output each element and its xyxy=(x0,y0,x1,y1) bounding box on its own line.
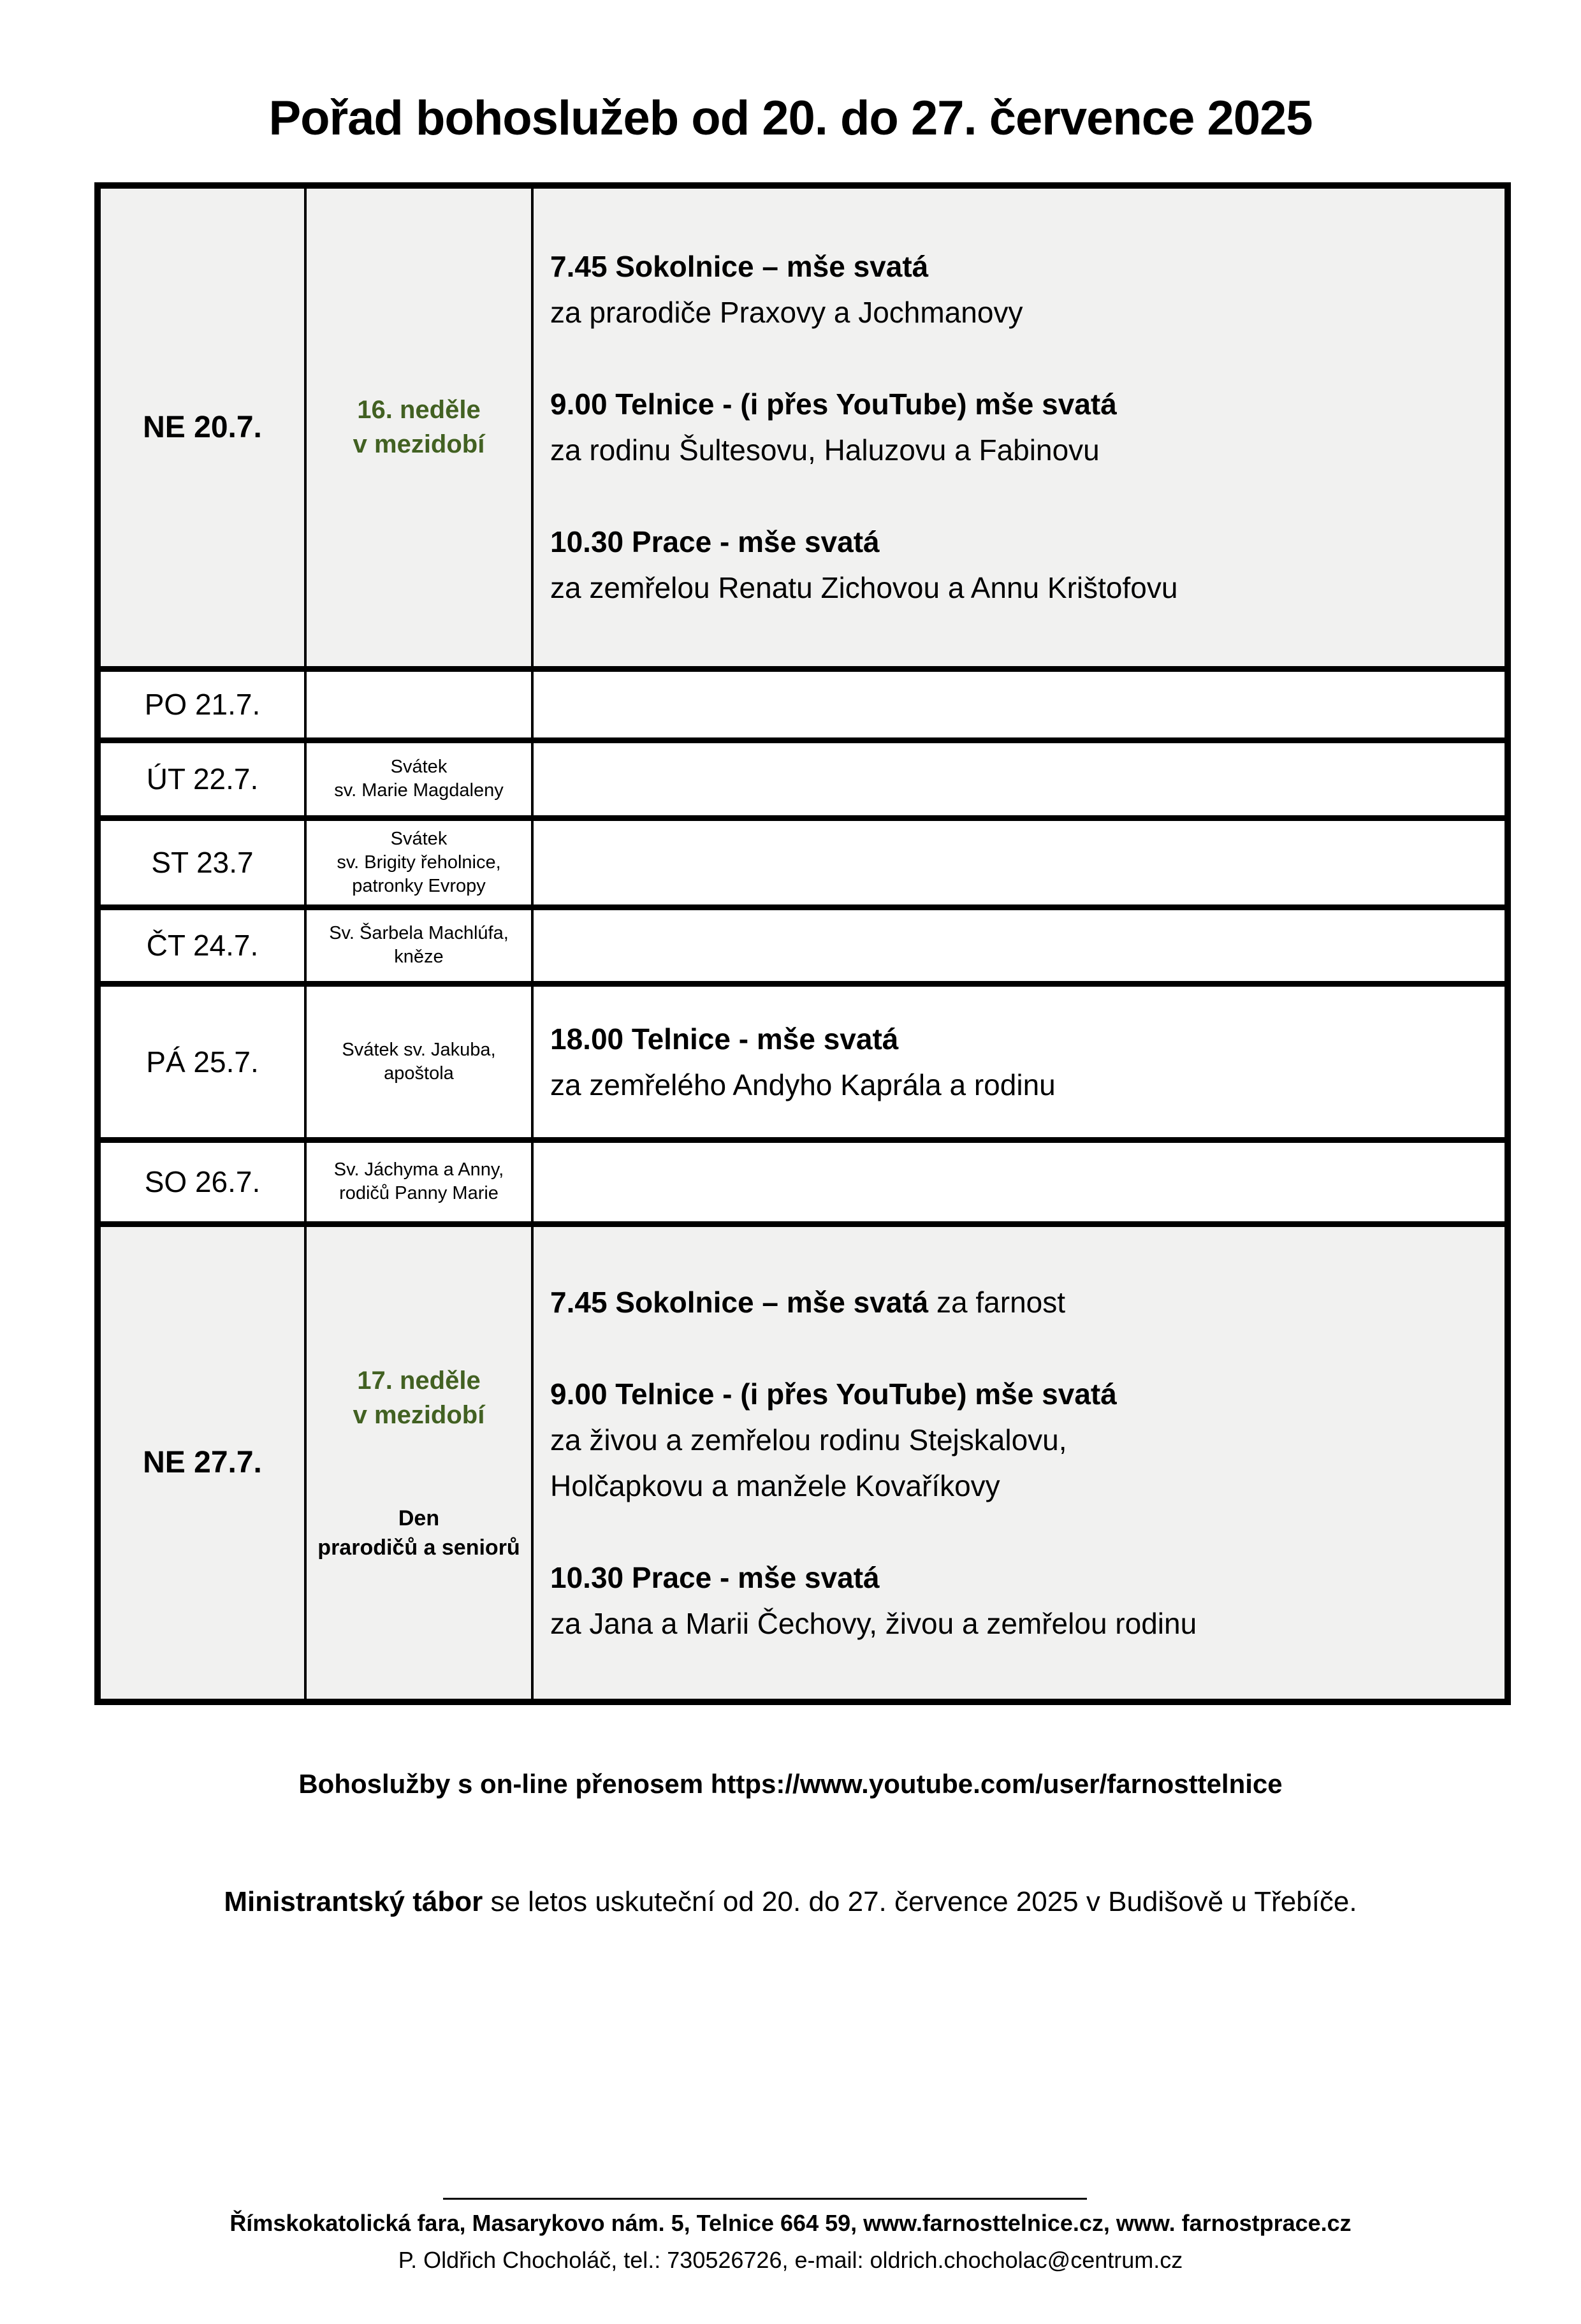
day-cell: PO 21.7. xyxy=(98,669,305,740)
service-block xyxy=(550,1016,1504,1108)
service-block xyxy=(550,519,1504,611)
day-cell: ČT 24.7. xyxy=(98,907,305,984)
feast-cell xyxy=(305,669,532,740)
day-cell: NE 20.7. xyxy=(98,185,305,669)
table-row-ne-27-7 xyxy=(98,1224,1508,1702)
service-title: 10.30 Prace - mše svatá xyxy=(550,525,880,559)
footer-contact: P. Oldřich Chocholáč, tel.: 730526726, e-mail: oldrich.chocholac@centrum.cz xyxy=(398,2247,1183,2273)
table-row-po-21-7 xyxy=(98,669,1508,740)
camp-note-bold: Ministrantský tábor xyxy=(224,1886,483,1917)
service-title: 9.00 Telnice - (i přes YouTube) mše svatá xyxy=(550,1377,1117,1411)
feast-cell xyxy=(305,818,532,907)
service-intention: za rodinu Šultesovu, Haluzovu a Fabinovu xyxy=(550,433,1100,467)
service-block xyxy=(550,381,1504,473)
feast-extra-label: Den prarodičů a seniorů xyxy=(317,1506,520,1560)
service-title: 9.00 Telnice - (i přes YouTube) mše svatá xyxy=(550,388,1117,421)
footer-divider xyxy=(443,2198,1087,2200)
services-cell xyxy=(532,1140,1508,1224)
services-cell xyxy=(532,740,1508,818)
day-cell: ÚT 22.7. xyxy=(98,740,305,818)
feast-small-label: Svátek sv. Brigity řeholnice, patronky Evropy xyxy=(337,828,501,896)
feast-small-label: Sv. Jáchyma a Anny, rodičů Panny Marie xyxy=(333,1159,504,1203)
table-row-so-26-7 xyxy=(98,1140,1508,1224)
services-cell xyxy=(532,185,1508,669)
feast-green-label: 17. neděle v mezidobí xyxy=(353,1366,485,1429)
service-suffix: za farnost xyxy=(928,1285,1066,1319)
service-intention: za zemřelého Andyho Kaprála a rodinu xyxy=(550,1068,1056,1101)
day-cell: PÁ 25.7. xyxy=(98,984,305,1140)
feast-cell xyxy=(305,740,532,818)
feast-cell xyxy=(305,1224,532,1702)
camp-note-rest: se letos uskuteční od 20. do 27. července 2025 v Budišově u Třebíče. xyxy=(483,1886,1357,1917)
table-row-ut-22-7 xyxy=(98,740,1508,818)
service-intention: za Jana a Marii Čechovy, živou a zemřelou rodinu xyxy=(550,1606,1197,1640)
service-title: 10.30 Prace - mše svatá xyxy=(550,1560,880,1594)
feast-small-label: Svátek sv. Marie Magdaleny xyxy=(334,757,504,801)
footer-address: Římskokatolická fara, Masarykovo nám. 5, Telnice 664 59, www.farnosttelnice.cz, www. farnostprace.cz xyxy=(229,2210,1352,2236)
services-cell xyxy=(532,907,1508,984)
service-intention: za prarodiče Praxovy a Jochmanovy xyxy=(550,296,1023,330)
table-row-pa-25-7 xyxy=(98,984,1508,1140)
schedule-table xyxy=(94,182,1511,1705)
service-intention: za zemřelou Renatu Zichovou a Annu Krištofovu xyxy=(550,571,1178,605)
feast-cell xyxy=(305,1140,532,1224)
document-page xyxy=(0,88,1581,2324)
table-row-ct-24-7 xyxy=(98,907,1508,984)
service-block xyxy=(550,1279,1504,1325)
table-row-ne-20-7 xyxy=(98,185,1508,669)
day-cell: NE 27.7. xyxy=(98,1224,305,1702)
service-title: 7.45 Sokolnice – mše svatá xyxy=(550,250,929,284)
day-cell: SO 26.7. xyxy=(98,1140,305,1224)
page-title: Pořad bohoslužeb od 20. do 27. července 2025 xyxy=(268,91,1313,145)
table-row-st-23-7 xyxy=(98,818,1508,907)
feast-cell xyxy=(305,907,532,984)
service-title: 18.00 Telnice - mše svatá xyxy=(550,1022,899,1056)
service-intention: Holčapkovu a manžele Kovaříkovy xyxy=(550,1469,1000,1502)
feast-green-label: 16. neděle v mezidobí xyxy=(353,396,485,459)
service-block xyxy=(550,1371,1504,1509)
services-cell xyxy=(532,1224,1508,1702)
feast-small-label: Svátek sv. Jakuba, apoštola xyxy=(342,1039,496,1084)
services-cell xyxy=(532,984,1508,1140)
day-cell: ST 23.7 xyxy=(98,818,305,907)
services-cell xyxy=(532,818,1508,907)
camp-note xyxy=(0,1884,1581,1921)
footer xyxy=(0,2198,1581,2279)
feast-cell xyxy=(305,984,532,1140)
services-cell xyxy=(532,669,1508,740)
service-title: 7.45 Sokolnice – mše svatá xyxy=(550,1285,929,1319)
service-block xyxy=(550,243,1504,335)
service-block xyxy=(550,1555,1504,1646)
service-intention: za živou a zemřelou rodinu Stejskalovu, xyxy=(550,1423,1067,1456)
youtube-stream-note: Bohoslužby s on-line přenosem https://www.youtube.com/user/farnosttelnice xyxy=(298,1769,1283,1799)
feast-cell xyxy=(305,185,532,669)
feast-small-label: Sv. Šarbela Machlúfa, kněze xyxy=(329,923,509,967)
